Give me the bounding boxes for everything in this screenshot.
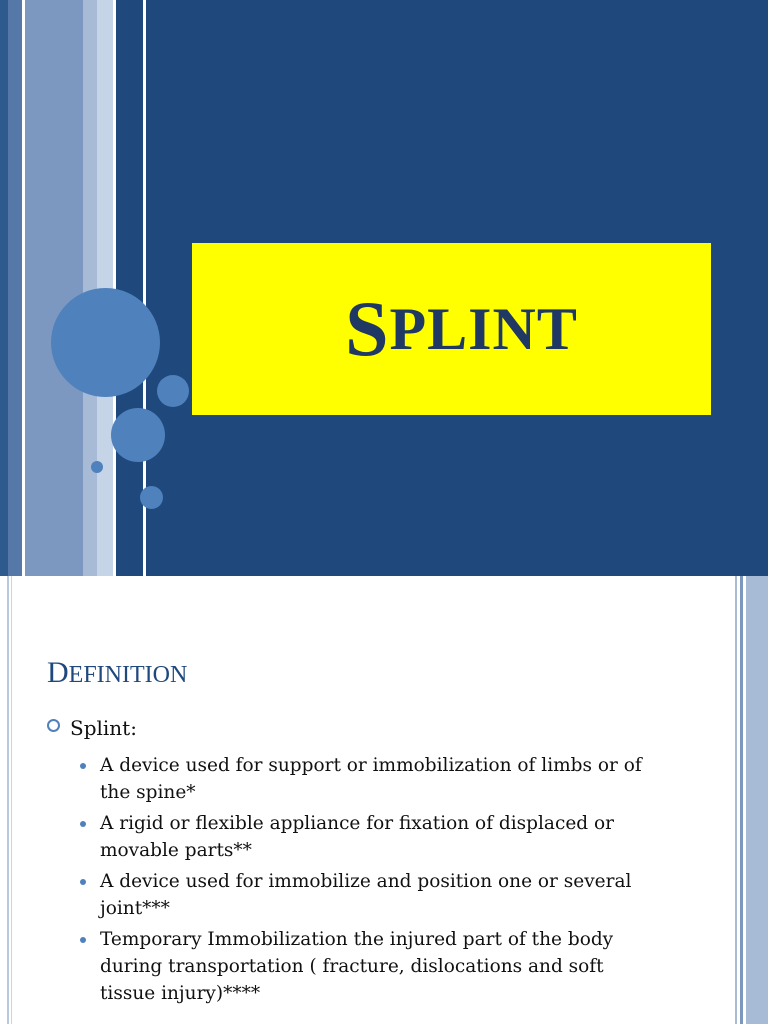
- list-item: [78, 752, 658, 806]
- slide-title: [192, 243, 711, 415]
- list-item-text: Temporary Immobilization the injured part of the body during transportation ( fracture, dislocations and soft tissue injury)****: [100, 929, 614, 1004]
- list-item-text: A device used for support or immobilization of limbs or of the spine*: [100, 755, 642, 803]
- slide-heading: [47, 656, 187, 690]
- heading-rest: EFINITION: [68, 662, 188, 688]
- title-rest: PLINT: [389, 295, 578, 362]
- level1-text: Splint:: [70, 716, 137, 740]
- bullet-dot-icon: [80, 763, 86, 769]
- list-item-text: A rigid or flexible appliance for fixation of displaced or movable parts**: [100, 813, 614, 861]
- decor-circle: [157, 375, 189, 407]
- bullet-dot-icon: [80, 937, 86, 943]
- bullet-dot-icon: [80, 821, 86, 827]
- list-item: [78, 810, 658, 864]
- level1-item: [47, 716, 137, 740]
- decor-stripe: [116, 0, 143, 576]
- title-initial: S: [345, 285, 390, 372]
- decor-stripe: [746, 576, 768, 1024]
- decor-stripe: [0, 0, 8, 576]
- title-box: [192, 243, 711, 415]
- decor-stripe: [8, 0, 22, 576]
- decor-stripe: [7, 576, 9, 1024]
- bullet-dot-icon: [80, 879, 86, 885]
- decor-stripe: [740, 576, 743, 1024]
- decor-circle: [51, 288, 160, 397]
- heading-initial: D: [47, 656, 69, 689]
- decor-circle: [111, 408, 165, 462]
- definition-list: [78, 752, 658, 1011]
- list-item: [78, 926, 658, 1007]
- decor-circle: [140, 486, 163, 509]
- list-item-text: A device used for immobilize and position one or several joint***: [100, 871, 632, 919]
- decor-circle: [91, 461, 103, 473]
- decor-stripe: [735, 576, 737, 1024]
- list-item: [78, 868, 658, 922]
- definition-slide: [0, 576, 768, 1024]
- decor-stripe: [25, 0, 83, 576]
- decor-stripe: [11, 576, 12, 1024]
- ring-bullet-icon: [47, 719, 60, 732]
